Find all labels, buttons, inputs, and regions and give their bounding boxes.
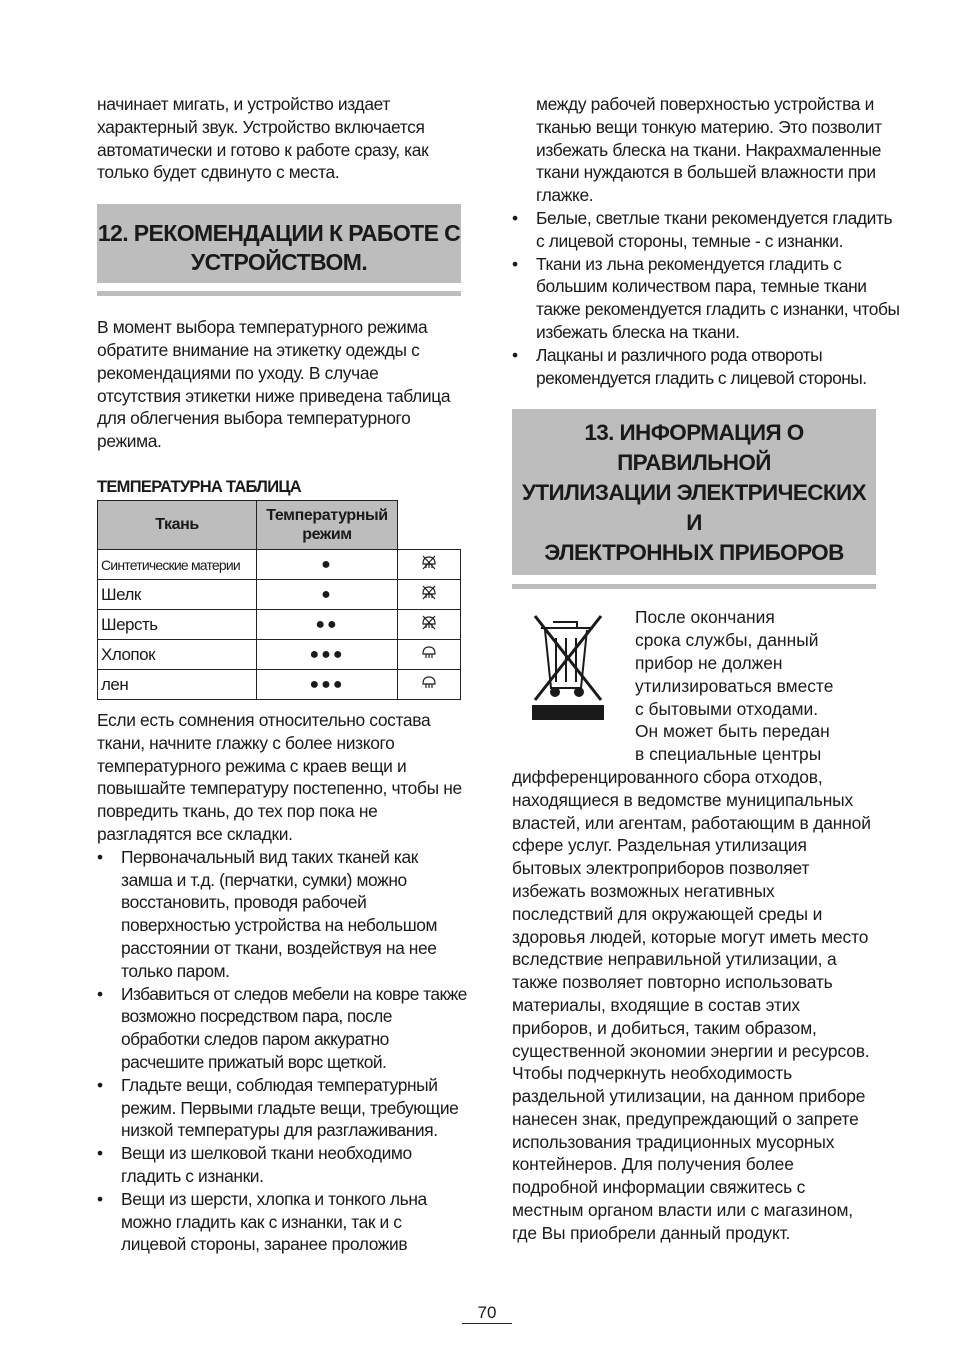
header-temperature	[257, 501, 398, 550]
weee-intro-lines	[635, 606, 902, 766]
list-item	[512, 344, 902, 390]
list-item-text: Первоначальный вид таких тканей как замша и т.д. (перчатки, сумки) можно восстановить, проводя рабочей поверхностью устройства на небольшом расстоянии от ткани, воздействуя на нее только паром.	[121, 846, 438, 981]
steam-icon	[398, 640, 461, 670]
bullet-glyph: •	[97, 1074, 103, 1095]
section-13-heading-line1: 13. ИНФОРМАЦИЯ О ПРАВИЛЬНОЙ	[584, 420, 804, 476]
bullet-glyph: •	[512, 253, 518, 274]
weee-paragraph: дифференцированного сбора отходов, находящиеся в ведомстве муниципальных властей, или агентам, работающим в данной сфере услуг. Раздельная утилизация бытовых электроприборов позволяет избежать возможных негативных последствий для окружающей среды и здоровья людей, которые могут иметь место вследствие неправильной утилизации, а также позволяет повторно использовать материалы, входящие в состав этих приборов, и добиться, таким образом, существенной экономии энергии и ресурсов. Чтобы подчеркнуть необходимость раздельной утилизации, на данном приборе нанесен знак, предупреждающий о запрете использования традиционных мусорных контейнеров. Для получения более подробной информации свяжитесь с местным органом власти или с магазином, где Вы приобрели данный продукт.	[512, 766, 871, 1243]
doubt-paragraph: Если есть сомнения относительно состава ткани, начните глажку с более низкого температурного режима с краев вещи и повышайте температуру постепенно, чтобы не повредить ткань, до тех пор пока не разгладятся все складки.	[97, 710, 462, 844]
list-item	[512, 253, 902, 344]
list-item	[97, 1188, 469, 1256]
list-item-text: Белые, светлые ткани рекомендуется гладить с лицевой стороны, темные - с изнанки.	[536, 207, 893, 251]
bullet-glyph: •	[97, 1143, 103, 1164]
section-12-heading-line2: УСТРОЙСТВОМ.	[190, 249, 368, 276]
fabric-cell: Синтетические материи	[98, 550, 257, 580]
fabric-cell: Шерсть	[98, 610, 257, 640]
right-bullet-list	[512, 207, 902, 389]
temperature-dots: ●●●	[257, 640, 398, 670]
no-steam-icon	[398, 580, 461, 610]
table-row	[98, 670, 461, 700]
list-item	[97, 846, 469, 983]
weee-line: утилизироваться вместе	[635, 675, 834, 696]
temperature-dots: ●	[257, 580, 398, 610]
list-item-text: Избавиться от следов мебели на ковре также возможно посредством пара, после обработки следов паром аккуратно расчешите прижатый ворс щеткой.	[121, 983, 467, 1072]
section-12-heading-line1: 12. РЕКОМЕНДАЦИИ К РАБОТЕ С	[97, 220, 461, 247]
list-item	[97, 1074, 469, 1142]
header-temperature-line2: режим	[302, 526, 352, 543]
list-item	[512, 207, 902, 253]
section-13-heading-line2: УТИЛИЗАЦИИ ЭЛЕКТРИЧЕСКИХ И	[522, 480, 866, 536]
list-item-text: Вещи из шерсти, хлопка и тонкого льна можно гладить как с изнанки, так и с лицевой стороны, заранее проложив	[121, 1188, 427, 1255]
weee-line: в специальные центры	[635, 744, 822, 765]
bullet-glyph: •	[97, 1188, 103, 1209]
crossed-out-wheelie-bin-icon	[523, 608, 613, 718]
fabric-cell: Шелк	[98, 580, 257, 610]
temperature-dots: ●	[257, 550, 398, 580]
weee-line: с бытовыми отходами.	[635, 698, 819, 719]
section-13-heading-line3: ЭЛЕКТРОННЫХ ПРИБОРОВ	[544, 540, 844, 566]
continued-paragraph: между рабочей поверхностью устройства и тканью вещи тонкую материю. Это позволит избежать блеска на ткани. Накрахмаленные ткани нуждаются в большей влажности при глажке.	[536, 94, 882, 206]
no-steam-icon	[398, 550, 461, 580]
header-temperature-line1: Температурный	[266, 507, 388, 524]
left-column-lower	[97, 709, 469, 1256]
header-fabric: Ткань	[98, 501, 257, 550]
weee-line: После окончания	[635, 607, 775, 628]
table-row	[98, 610, 461, 640]
header-steam	[398, 501, 461, 550]
bullet-glyph: •	[512, 344, 518, 365]
no-steam-icon	[398, 610, 461, 640]
section-13-heading	[512, 409, 876, 575]
list-item	[97, 1142, 469, 1188]
weee-block	[512, 606, 902, 1244]
list-item-text: Лацканы и различного рода отвороты рекомендуется гладить с лицевой стороны.	[536, 344, 867, 388]
list-item	[97, 983, 469, 1074]
list-item-text: Ткани из льна рекомендуется гладить с большим количеством пара, темные ткани также рекомендуется гладить с изнанки, чтобы избежать блеска на ткани.	[536, 253, 900, 342]
fabric-cell: лен	[98, 670, 257, 700]
temperature-dots: ●●	[257, 610, 398, 640]
fabric-cell: Хлопок	[98, 640, 257, 670]
left-column	[97, 93, 465, 497]
bullet-glyph: •	[97, 846, 103, 867]
page-number-rule	[462, 1323, 512, 1324]
bullet-glyph: •	[512, 207, 518, 228]
page-number: 70	[477, 1303, 497, 1322]
table-title: ТЕМПЕРАТУРНА ТАБЛИЦА	[97, 477, 301, 496]
section-12-heading	[97, 204, 461, 283]
weee-line: прибор не должен	[635, 652, 783, 673]
steam-icon	[398, 670, 461, 700]
list-item-text: Гладьте вещи, соблюдая температурный режим. Первыми гладьте вещи, требующие низкой температуры для разглаживания.	[121, 1074, 459, 1141]
table-header-row	[98, 501, 461, 550]
right-column	[512, 93, 902, 1245]
select-temperature-paragraph: В момент выбора температурного режима обратите внимание на этикетку одежды с рекомендациями по уходу. В случае отсутствия этикетки ниже приведена таблица для облегчения выбора температурного режима.	[97, 317, 451, 452]
temperature-table	[97, 500, 461, 700]
temperature-dots: ●●●	[257, 670, 398, 700]
list-item-text: Вещи из шелковой ткани необходимо гладить с изнанки.	[121, 1143, 412, 1186]
weee-line: срока службы, данный	[635, 630, 819, 651]
left-bullet-list	[97, 846, 469, 1256]
table-row	[98, 640, 461, 670]
weee-line: Он может быть передан	[635, 721, 830, 742]
table-row	[98, 580, 461, 610]
intro-paragraph: начинает мигать, и устройство издает характерный звук. Устройство включается автоматически и готово к работе сразу, как только будет сдвинуто с места.	[97, 94, 429, 183]
table-row	[98, 550, 461, 580]
bullet-glyph: •	[97, 983, 103, 1004]
